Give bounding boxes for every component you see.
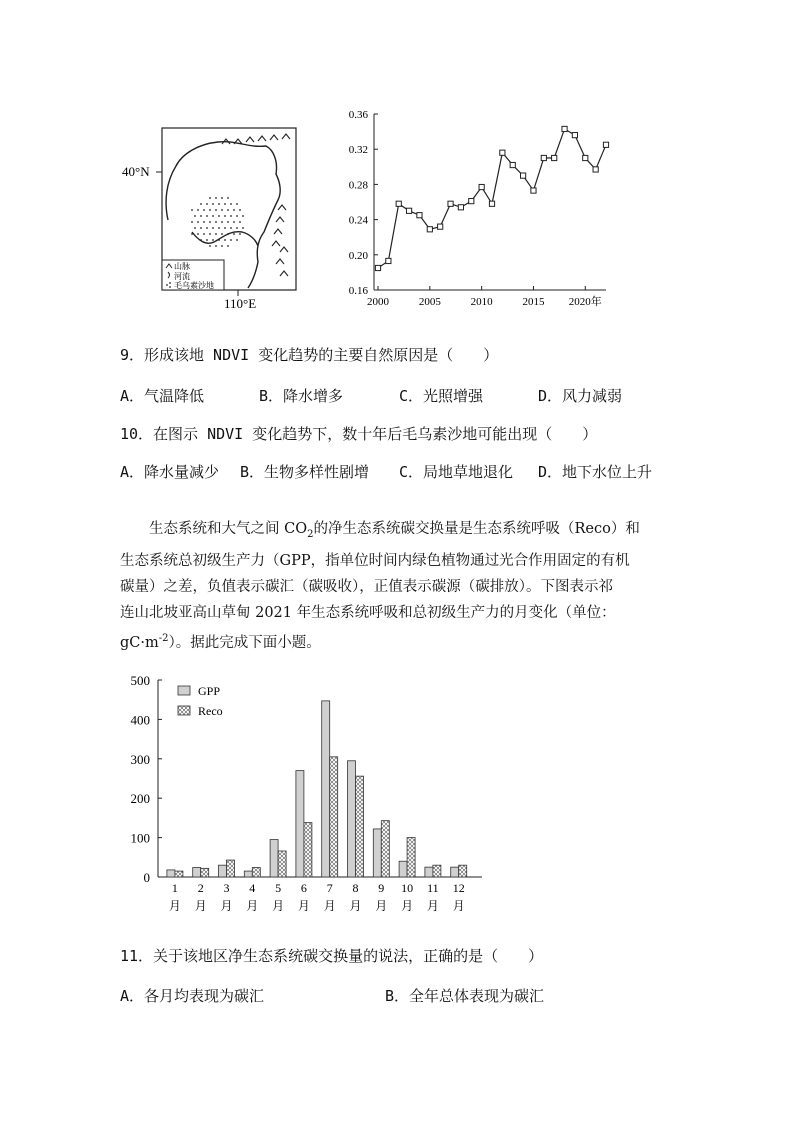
ndvi-ytick-label: 0.28: [348, 179, 368, 192]
mountain-icon: [222, 134, 290, 276]
passage: [120, 516, 680, 656]
gpp-bar: [244, 871, 252, 877]
ndvi-point: [386, 258, 391, 263]
longitude-label: 110°E: [224, 296, 257, 310]
month-number-label: 6: [300, 881, 307, 895]
ndvi-point: [541, 155, 546, 160]
month-number-label: 11: [427, 881, 439, 895]
q9-option-a[interactable]: A．气温降低: [120, 387, 205, 405]
ndvi-point: [552, 155, 557, 160]
ndvi-ytick-label: 0.16: [348, 285, 368, 297]
month-unit-label: 月: [426, 899, 439, 913]
bar-ytick-label: 0: [143, 870, 150, 885]
reco-bar: [433, 865, 441, 877]
month-number-label: 12: [452, 881, 465, 895]
passage-line-3: 碳量）之差，负值表示碳汇（碳吸收），正值表示碳源（碳排放）。下图表示祁: [120, 578, 613, 595]
month-number-label: 3: [223, 881, 230, 895]
month-unit-label: 月: [323, 899, 336, 913]
month-unit-label: 月: [194, 899, 207, 913]
gpp-bar: [270, 840, 278, 877]
month-unit-label: 月: [375, 899, 388, 913]
ndvi-point: [583, 155, 588, 160]
ndvi-point: [469, 199, 474, 204]
month-number-label: 10: [401, 881, 414, 895]
month-unit-label: 月: [297, 899, 310, 913]
reco-bar: [201, 868, 209, 877]
month-unit-label: 月: [220, 899, 233, 913]
ndvi-point: [406, 208, 411, 213]
bar-ytick-label: 400: [130, 712, 150, 728]
ndvi-point: [562, 126, 567, 131]
gpp-bar: [399, 861, 407, 877]
month-number-label: 9: [378, 881, 385, 895]
q10-option-a[interactable]: A．降水量减少: [120, 463, 220, 481]
ndvi-xtick-label: 2015: [522, 296, 545, 308]
question-11-stem: 11．关于该地区净生态系统碳交换量的说法，正确的是（ ）: [120, 947, 544, 965]
gpp-bar: [451, 867, 459, 877]
question-10-stem: 10．在图示 NDVI 变化趋势下，数十年后毛乌素沙地可能出现（ ）: [120, 425, 598, 443]
gpp-bar: [219, 865, 227, 877]
ndvi-xtick-label: 2010: [470, 296, 493, 308]
bar-ytick-label: 200: [130, 791, 150, 807]
latitude-label: 40°N: [122, 164, 150, 179]
ndvi-point: [396, 201, 401, 206]
ndvi-ytick-label: 0.20: [348, 249, 368, 262]
month-number-label: 5: [275, 881, 282, 895]
reco-bar: [252, 868, 260, 877]
month-number-label: 2: [197, 881, 204, 895]
legend-gpp-label: GPP: [198, 684, 221, 698]
month-unit-label: 月: [168, 899, 181, 913]
month-unit-label: 月: [401, 899, 414, 913]
ndvi-point: [375, 265, 380, 270]
legend-river-label: 河流: [174, 272, 190, 281]
ndvi-point: [479, 184, 484, 189]
ndvi-point: [489, 201, 494, 206]
passage-line-5: $gC\cdot m^{-2}$）。据此完成下面小题。: [120, 632, 321, 651]
month-unit-label: 月: [452, 899, 465, 913]
q9-option-d[interactable]: D．风力减弱: [538, 387, 623, 405]
ndvi-xtick-label: 2020年: [568, 296, 602, 308]
gpp-bar: [167, 870, 175, 877]
month-number-label: 1: [171, 881, 178, 895]
legend-gpp-swatch: [178, 686, 190, 695]
q10-option-b[interactable]: B．生物多样性剧增: [240, 463, 370, 481]
legend-mountain-label: 山脉: [174, 262, 190, 271]
gpp-bar: [296, 771, 304, 877]
reco-bar: [175, 871, 183, 877]
passage-line-4: 连山北坡亚高山草甸 2021 年生态系统呼吸和总初级生产力的月变化（单位：: [120, 604, 616, 621]
month-unit-label: 月: [272, 899, 285, 913]
reco-bar: [278, 851, 286, 877]
ndvi-ytick-label: 0.24: [348, 214, 368, 227]
q11-option-b[interactable]: B．全年总体表现为碳汇: [385, 987, 545, 1005]
q11-option-a[interactable]: A．各月均表现为碳汇: [120, 987, 265, 1005]
month-unit-label: 月: [246, 899, 259, 913]
reco-bar: [407, 838, 415, 877]
ndvi-chart: [316, 106, 616, 316]
ndvi-point: [500, 150, 505, 155]
month-number-label: 8: [352, 881, 359, 895]
ndvi-xtick-label: 2000: [367, 296, 389, 308]
ndvi-point: [603, 142, 608, 147]
q10-option-d[interactable]: D．地下水位上升: [538, 463, 653, 481]
gpp-reco-bar-chart: [120, 670, 500, 920]
ndvi-point: [427, 227, 432, 232]
legend-reco-label: Reco: [198, 704, 223, 718]
q9-option-c[interactable]: C．光照增强: [399, 387, 484, 405]
legend-reco-swatch: [178, 706, 190, 715]
reco-bar: [227, 860, 235, 877]
legend-desert-label: 毛乌素沙地: [174, 281, 214, 290]
question-9-stem: 9．形成该地 NDVI 变化趋势的主要自然原因是（ ）: [120, 346, 499, 364]
gpp-bar: [193, 868, 201, 877]
ndvi-xtick-label: 2005: [418, 296, 441, 308]
ndvi-ytick-label: 0.36: [348, 109, 368, 121]
ndvi-point: [458, 205, 463, 210]
q9-option-b[interactable]: B．降水增多: [259, 387, 344, 405]
passage-line-1: 生态系统和大气之间 $CO_2$的净生态系统碳交换量是生态系统呼吸（Reco）和: [149, 521, 640, 540]
reco-bar: [459, 865, 467, 877]
bar-ytick-label: 500: [130, 673, 150, 688]
gpp-bar: [425, 867, 433, 877]
reco-bar: [381, 821, 389, 877]
bar-ytick-label: 100: [130, 830, 150, 846]
gpp-bar: [373, 829, 381, 877]
ndvi-point: [510, 162, 515, 167]
month-unit-label: 月: [349, 899, 362, 913]
ndvi-point: [520, 173, 525, 178]
bar-ytick-label: 300: [130, 751, 150, 767]
reco-bar: [330, 757, 338, 877]
ndvi-series-line: [378, 129, 606, 268]
ndvi-ytick-label: 0.32: [348, 144, 368, 157]
map-figure: [118, 122, 304, 310]
gpp-bar: [322, 701, 330, 877]
ndvi-point: [572, 133, 577, 138]
reco-bar: [304, 823, 312, 877]
month-number-label: 4: [249, 881, 256, 895]
ndvi-point: [448, 201, 453, 206]
reco-bar: [356, 776, 364, 877]
passage-line-2: 生态系统总初级生产力（GPP，指单位时间内绿色植物通过光合作用固定的有机: [120, 552, 630, 569]
q10-option-c[interactable]: C．局地草地退化: [399, 463, 514, 481]
ndvi-point: [438, 224, 443, 229]
gpp-bar: [348, 761, 356, 877]
ndvi-point: [531, 188, 536, 193]
ndvi-point: [593, 167, 598, 172]
ndvi-point: [417, 213, 422, 218]
month-number-label: 7: [326, 881, 333, 895]
